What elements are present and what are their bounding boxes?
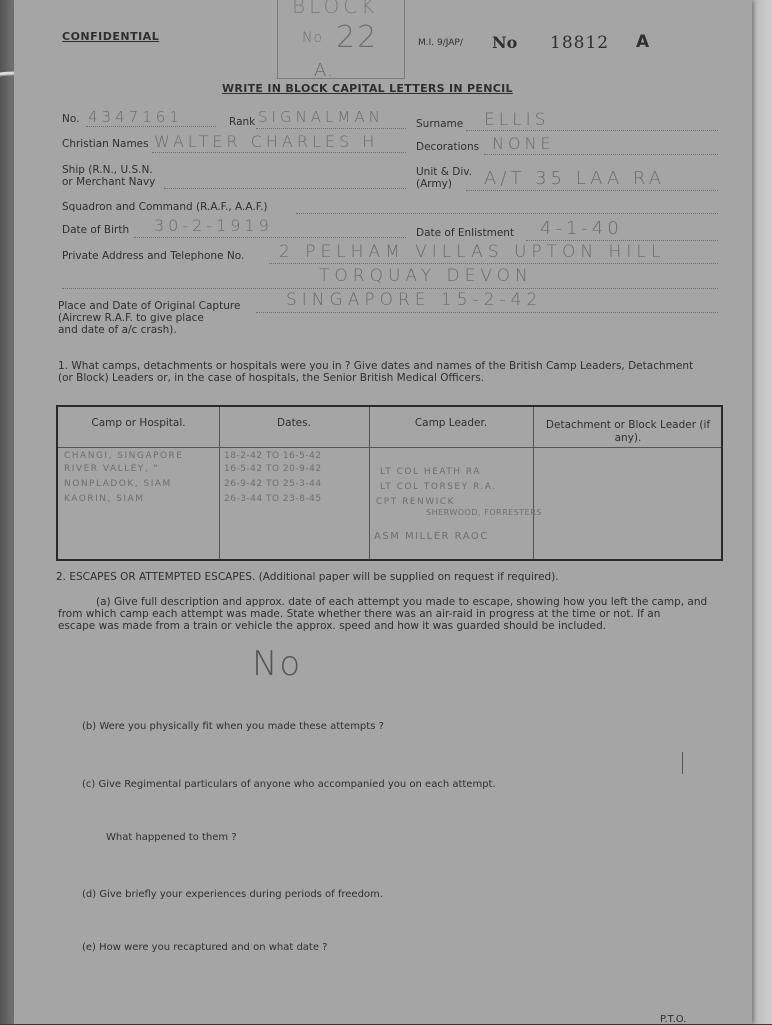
unit-label-line1: Unit & Div. <box>416 166 472 178</box>
section2a-line3: escape was made from a train or vehicle the approx. speed and how it was guarded should be included. <box>58 620 607 632</box>
pencil-mark <box>682 752 684 774</box>
pencil-instruction: WRITE IN BLOCK CAPITAL LETTERS IN PENCIL <box>222 82 513 95</box>
section2a-answer: No <box>252 644 303 684</box>
camp-cell: CHANGI, SINGAPORE <box>64 451 184 461</box>
enlistment-label: Date of Enlistment <box>416 227 515 239</box>
leader-cell: LT COL TORSEY R.A. <box>380 482 497 492</box>
capture-label-line1: Place and Date of Original Capture <box>58 300 241 312</box>
date-of-birth-label: Date of Birth <box>62 224 130 236</box>
table-divider <box>369 407 370 559</box>
christian-names-label: Christian Names <box>62 138 149 150</box>
ship-label-line1: Ship (R.N., U.S.N. <box>62 164 153 176</box>
camps-table <box>56 405 723 561</box>
table-divider <box>533 407 534 559</box>
dates-cell: 18-2-42 TO 16-5-42 <box>224 451 322 461</box>
unit-line <box>466 190 718 191</box>
address-line-2 <box>62 288 718 289</box>
col-header-detachment: Detachment or Block Leader (if any). <box>545 419 711 444</box>
unit-value: A/T 35 LAA RA <box>484 168 666 189</box>
section2a-line2: from which camp each attempt was made. State whether there was an air-raid in progress at the time or not. If an <box>58 608 661 620</box>
camp-cell: KAORIN, SIAM <box>64 494 145 504</box>
christian-names-value: WALTER CHARLES H <box>154 132 379 151</box>
squadron-label: Squadron and Command (R.A.F., A.A.F.) <box>62 201 268 213</box>
address-line-1 <box>269 263 718 264</box>
squadron-line <box>296 213 718 214</box>
camp-cell: RIVER VALLEY, " <box>64 464 160 474</box>
form-suffix: A <box>636 32 650 52</box>
christian-names-line <box>152 152 406 153</box>
decorations-label: Decorations <box>416 141 480 153</box>
surname-line <box>466 130 718 131</box>
rank-line <box>256 128 406 129</box>
address-label: Private Address and Telephone No. <box>62 250 245 262</box>
document-page <box>14 0 752 1024</box>
date-of-birth-line <box>134 237 406 238</box>
address-value-1: 2 PELHAM VILLAS UPTON HILL <box>279 242 666 262</box>
unit-label-line2: (Army) <box>416 178 452 190</box>
stamp-no-text: No <box>302 30 324 46</box>
service-no-line <box>86 126 216 127</box>
section2-heading: 2. ESCAPES OR ATTEMPTED ESCAPES. (Additional paper will be supplied on request if required). <box>56 571 559 583</box>
leader-cell: SHERWOOD, FORRESTERS <box>426 508 542 517</box>
stamp-letter: A. <box>314 60 334 81</box>
capture-line <box>256 312 718 313</box>
leader-cell: CPT RENWICK <box>376 497 455 507</box>
enlistment-value: 4-1-40 <box>540 218 623 239</box>
col-header-dates: Dates. <box>277 417 311 429</box>
table-divider <box>219 407 220 559</box>
rank-label: Rank <box>229 116 256 128</box>
address-value-2: TORQUAY DEVON <box>319 266 533 286</box>
surname-value: ELLIS <box>484 110 550 130</box>
section2b-question: (b) Were you physically fit when you made these attempts ? <box>82 721 384 732</box>
dates-cell: 26-9-42 TO 25-3-44 <box>224 479 322 489</box>
decorations-value: NONE <box>492 134 555 153</box>
col-header-camp: Camp or Hospital. <box>91 417 186 429</box>
capture-label-line3: and date of a/c crash). <box>58 324 177 336</box>
section2c-question: (c) Give Regimental particulars of anyone who accompanied you on each attempt. <box>82 779 496 790</box>
stamp-block-text: BLOCK <box>292 0 379 18</box>
ship-label-line2: or Merchant Navy <box>62 176 156 188</box>
ship-line <box>164 188 406 189</box>
confidential-label: CONFIDENTIAL <box>62 30 160 43</box>
capture-label-line2: (Aircrew R.A.F. to give place <box>58 312 204 324</box>
capture-value: SINGAPORE 15-2-42 <box>286 290 543 310</box>
table-header-rule <box>58 447 721 448</box>
mi-reference: M.I. 9/JAP/ <box>418 38 463 48</box>
service-no-value: 4347161 <box>88 108 183 126</box>
section1-question-line2: (or Block) Leaders or, in the case of hospitals, the Senior British Medical Officers. <box>58 372 485 384</box>
section2e-question: (e) How were you recaptured and on what date ? <box>82 942 328 953</box>
surname-label: Surname <box>416 118 464 130</box>
section1-question-line1: 1. What camps, detachments or hospitals were you in ? Give dates and names of the British Camp Leaders, Detachment <box>58 360 694 372</box>
service-no-label: No. <box>62 113 80 125</box>
col-header-leader: Camp Leader. <box>414 417 488 429</box>
date-of-birth-value: 30-2-1919 <box>154 216 273 235</box>
section2d-question: (d) Give briefly your experiences during periods of freedom. <box>82 889 383 900</box>
enlistment-line <box>526 240 718 241</box>
form-no-label: No <box>492 33 518 52</box>
rank-value: SIGNALMAN <box>258 108 384 126</box>
dates-cell: 26-3-44 TO 23-8-45 <box>224 494 322 504</box>
form-number: 18812 <box>550 33 610 53</box>
leader-cell: ASM MILLER RAOC <box>374 531 489 542</box>
dates-cell: 16-5-42 TO 20-9-42 <box>224 464 322 474</box>
pto-label: P.T.O. <box>660 1014 687 1025</box>
decorations-line <box>484 154 718 155</box>
leader-cell: LT COL HEATH RA <box>380 467 481 477</box>
camp-cell: NONPLADOK, SIAM <box>64 479 172 489</box>
section2c-sub-question: What happened to them ? <box>106 832 237 843</box>
stamp-number: 22 <box>336 20 379 55</box>
section2a-line1: (a) Give full description and approx. date of each attempt you made to escape, showing how you left the camp, and <box>96 596 708 608</box>
